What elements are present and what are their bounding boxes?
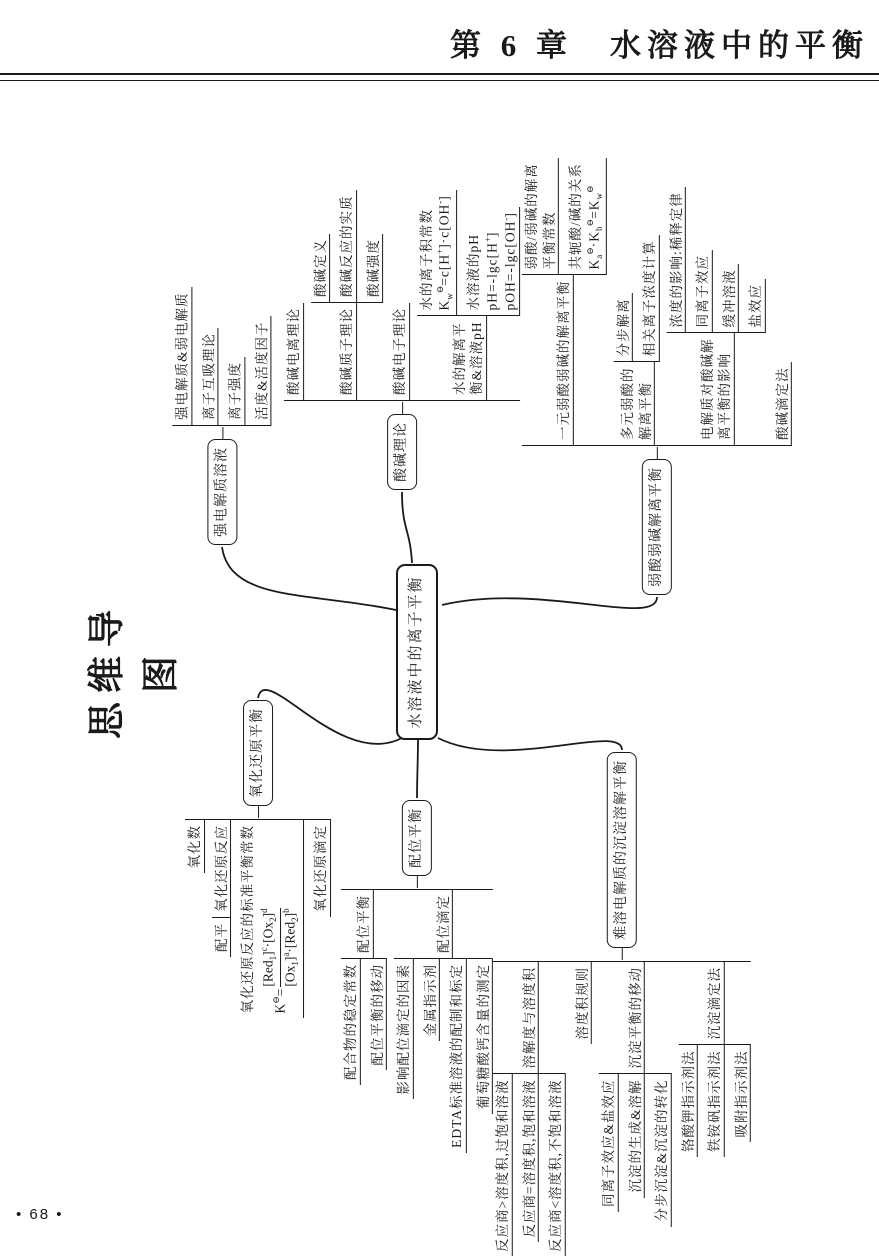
node-label [720,265,740,333]
branch-box [642,459,672,595]
label-row: 共轭酸/碱的关系 [567,163,583,270]
node-label [697,334,734,446]
label-row: 酸碱强度 [365,239,381,297]
label-row: 酸碱电子理论 [392,308,408,395]
node-children [599,1074,672,1227]
map-node [613,294,633,362]
map-node [226,357,246,425]
node-children [311,191,384,304]
node-label [394,959,414,1100]
node-label [450,317,487,401]
map-node [212,918,232,957]
node-children [613,236,659,363]
map-node [390,303,410,400]
map-node [679,962,752,1157]
node-label [566,158,606,274]
node-label [417,190,457,315]
label-row: 水的解离平 [451,322,467,395]
node-label [626,1075,646,1198]
map-node [572,962,592,1045]
map-node [522,158,559,274]
label-row: 氧化还原平衡 [249,708,265,798]
node-label [554,276,574,446]
label-row: 强电解质&弱电解质 [174,292,190,420]
node-label [212,820,232,917]
node-children [493,1074,566,1256]
map-node [311,191,384,401]
map-node [652,1075,672,1227]
map-node [519,1075,539,1243]
label-row: 平衡常数 [541,211,557,270]
label-row: 衡&溶液pH [469,321,485,395]
node-label [652,1075,672,1227]
map-node [367,959,387,1071]
label-row: 配位滴定 [435,895,451,953]
map-node [522,158,792,595]
map-node [773,363,793,446]
map-node [705,1046,725,1158]
node-label [626,962,646,1074]
node-label [613,294,633,362]
map-node [417,190,457,315]
map-node [640,236,660,362]
map-node [212,820,232,957]
label-row: 离子强度 [227,362,243,420]
label-row: 配位平衡的移动 [369,964,385,1066]
node-label [337,191,357,303]
label-row: 反应商<溶度积,不饱和溶液 [547,1079,563,1252]
mindmap-side-title: 思维导图 [87,601,182,739]
root-branch-curve [222,547,396,610]
root-branch-curve [442,597,657,608]
label-row: 氧化还原反应 [213,825,229,912]
map-node [666,187,686,332]
node-label [311,234,331,302]
node-children [679,1045,752,1158]
formula-row: pOH=-lgc[OH-] [500,212,518,311]
map-node [546,1075,566,1256]
map-node [693,250,713,333]
label-row: 溶解度与溶度积 [521,967,537,1069]
root-node: 水溶液中的离子平衡 [396,564,438,740]
node-label [773,363,793,446]
formula-row: $K_a^⊖\cdot K_b^⊖=K_w^⊖$ [584,185,604,270]
map-node [394,959,414,1100]
map-node [493,1075,513,1256]
formula-row: K⊖= $[Red_1]^c\cdot[Ox_2]^d$ $[Ox_1]^a\cdot[Red_2]^b$ [258,908,300,1014]
map-node [341,890,387,1085]
node-label [693,250,713,333]
node-label [522,158,559,274]
label-row: 离平衡的影响 [717,353,733,440]
header-rule [0,73,879,81]
map-node [172,287,271,545]
map-node [172,287,192,425]
node-label [519,1075,539,1243]
map-node [626,1075,646,1198]
node-label [705,962,725,1045]
branch-box [607,752,637,948]
label-row: 氧化数 [187,825,203,869]
map-node [341,800,493,1153]
label-row: 铁铵矾指示剂法 [707,1050,723,1152]
label-row: 反应商=溶度积,饱和溶液 [521,1079,537,1238]
map-node [464,207,520,315]
map-node [238,820,304,1019]
node-label [618,363,655,446]
label-row: 铬酸钾指示剂法 [680,1050,696,1152]
formula-row: pH=-lgc[H+] [482,231,500,311]
map-node [522,158,607,445]
node-label [732,1046,752,1143]
map-node [566,158,606,274]
node-label [354,890,374,958]
node-label [421,959,441,1042]
map-node [613,236,659,446]
label-row: 缓冲溶液 [721,269,737,328]
map-node [493,962,566,1256]
node-label [493,1075,513,1256]
label-row: 金属指示剂 [422,964,438,1037]
map-node [447,959,467,1153]
node-label [640,236,660,362]
label-row: 同离子效应 [694,255,710,328]
map-node [732,1046,752,1143]
node-label [746,279,766,333]
node-children [341,958,387,1085]
label-row: 电解质对酸碱解 [699,338,715,440]
root-branch-curve [438,738,622,750]
node-children [522,158,607,275]
node-label [434,890,454,958]
branch-acidbase [284,190,520,490]
label-row: 盐效应 [748,284,764,328]
label-row: 多元弱酸的 [619,367,635,440]
formula-row: $K_w^⊖=c[H^+]\cdot c[OH^-]$ [435,195,455,311]
branch-weak [522,158,792,595]
map-node [337,191,357,303]
node-children [522,158,792,446]
node-children [417,190,520,316]
chapter-header: 第 6 章 水溶液中的平衡 [450,28,869,63]
node-label [284,303,304,400]
label-row: 一元弱酸弱碱的解离平衡 [556,280,572,440]
branch-box [387,414,417,490]
label-row: 沉淀平衡的移动 [627,967,643,1069]
label-row: 难溶电解质的沉淀溶解平衡 [613,760,629,940]
label-row: 配平 [213,923,229,952]
node-label [705,1046,725,1158]
label-row: 氧化还原反应的标准平衡常数 [240,825,256,1014]
node-label [199,328,219,425]
map-node [746,279,766,333]
label-row: 酸碱反应的实质 [339,195,355,297]
map-node [284,303,304,400]
label-row: 离子互吸理论 [200,333,216,420]
branch-box [402,800,432,876]
label-row: 配位平衡 [356,895,372,953]
node-label [226,357,246,425]
map-node [284,190,520,490]
map-node [311,234,331,302]
label-row: 弱酸弱碱解离平衡 [648,467,664,587]
branch-box [243,700,273,806]
map-node [421,959,441,1042]
node-label [238,820,304,1019]
label-row: 酸碱滴定法 [774,367,790,440]
label-row: 解离平衡 [637,382,653,440]
label-row: 葡萄糖酸钙含量的测定 [475,964,491,1109]
label-row: 酸碱电离理论 [286,308,302,395]
map-node [720,265,740,333]
node-label [390,303,410,400]
node-children [212,917,232,957]
map-node [252,316,272,425]
label-row: 弱酸/弱碱的解离 [523,163,539,270]
label-row: 酸碱理论 [393,422,409,482]
label-row: EDTA标准溶液的配制和标定 [449,964,465,1148]
node-children [493,961,751,1256]
node-label [447,959,467,1153]
map-node [199,328,219,425]
map-node [493,752,751,1256]
label-row: 分步沉淀&沉淀的转化 [654,1079,670,1222]
label-row: 溶度积规则 [574,967,590,1040]
node-label [367,959,387,1071]
map-node [394,890,493,1153]
node-children [172,287,271,426]
node-label [464,207,520,315]
label-row: 反应商>溶度积,过饱和溶液 [494,1079,510,1252]
label-row: 吸附指示剂法 [733,1050,749,1138]
label-row: 水的离子积常数 [418,209,434,311]
root-branch-curve [402,492,412,563]
node-label [185,820,205,874]
map-node [417,190,520,400]
map-node [185,700,331,1019]
label-row: 强电解质溶液 [213,447,229,537]
map-node [666,187,765,445]
map-node [474,959,494,1114]
label-row: 影响配位滴定的因素 [395,964,411,1095]
node-children [394,958,493,1153]
label-row: 酸碱质子理论 [339,308,355,395]
node-label [546,1075,566,1256]
label-row: 水溶液的pH [466,234,482,311]
label-row: 相关离子浓度计算 [641,240,657,357]
branch-redox [185,700,331,1019]
branch-coord [341,800,493,1153]
node-label [572,962,592,1045]
node-label [337,303,357,400]
label-row: 浓度的影响:稀释定律 [668,192,684,328]
label-row: 氧化还原滴定 [313,825,329,912]
node-children [284,190,520,401]
map-node [185,820,205,874]
label-row: 分步解离 [615,298,631,357]
node-children [666,187,765,333]
page-number: • 68 • [16,1206,64,1223]
label-row: 配位平衡 [408,808,424,868]
map-node [364,234,384,302]
label-row: 沉淀滴定法 [707,967,723,1040]
map-node [679,1046,699,1158]
node-label [212,918,232,957]
node-label [252,316,272,425]
node-label [599,1075,619,1213]
node-children [341,889,493,1153]
mindmap [170,120,790,1252]
node-label [341,959,361,1085]
node-label [519,962,539,1074]
label-row: 活度&活度因子 [254,321,270,420]
branch-precip [493,752,751,1256]
map-node [341,959,361,1085]
map-node [599,962,672,1227]
node-children [185,819,331,1019]
label-row: 酸碱定义 [312,239,328,297]
map-node [599,1075,619,1213]
map-node [311,820,331,917]
node-label [666,187,686,332]
node-label [364,234,384,302]
node-label [679,1046,699,1158]
node-label [311,820,331,917]
branch-strong [172,287,271,545]
branch-box [207,439,237,545]
root-branch-curve [417,740,418,798]
label-row: 沉淀的生成&溶解 [627,1079,643,1193]
label-row: 配合物的稳定常数 [342,964,358,1080]
node-label [172,287,192,425]
node-label [474,959,494,1114]
label-row: 同离子效应&盐效应 [600,1079,616,1208]
